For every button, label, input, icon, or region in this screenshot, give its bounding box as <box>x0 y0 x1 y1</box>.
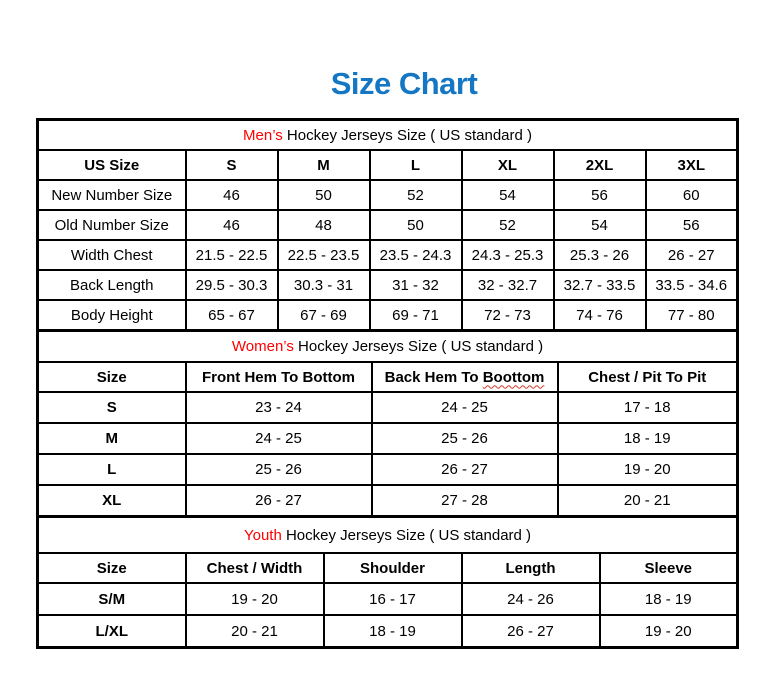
size-value-cell: 26 - 27 <box>462 615 600 648</box>
size-value-cell: 30.3 - 31 <box>278 270 370 300</box>
womens-banner-row <box>38 331 738 363</box>
row-label: Width Chest <box>38 240 186 270</box>
womens-size-table <box>36 329 739 518</box>
size-value-cell: 19 - 20 <box>558 454 738 485</box>
back-hem-label-prefix: Back Hem To <box>384 368 483 386</box>
table-row-new-number-size <box>38 180 738 210</box>
row-label: S/M <box>38 583 186 615</box>
row-label: New Number Size <box>38 180 186 210</box>
size-value-cell: 72 - 73 <box>462 300 554 331</box>
size-value-cell: 25.3 - 26 <box>554 240 646 270</box>
column-header-front-hem: Front Hem To Bottom <box>186 362 372 392</box>
size-value-cell: 23.5 - 24.3 <box>370 240 462 270</box>
mens-banner-highlight: Men’s <box>243 126 283 144</box>
womens-banner-highlight: Women’s <box>231 338 294 355</box>
table-row-womens-s <box>38 392 738 423</box>
mens-banner-text: Hockey Jerseys Size ( US standard ) <box>282 126 533 144</box>
column-header-m: M <box>278 150 370 180</box>
mens-size-table <box>36 118 739 332</box>
size-value-cell: 21.5 - 22.5 <box>186 240 278 270</box>
size-value-cell: 19 - 20 <box>600 615 738 648</box>
column-header-back-hem <box>372 362 558 392</box>
column-header-shoulder: Shoulder <box>324 553 462 583</box>
size-value-cell: 65 - 67 <box>186 300 278 331</box>
row-label: XL <box>38 485 186 517</box>
womens-section-banner <box>38 331 738 363</box>
table-row-womens-m <box>38 423 738 454</box>
column-header-size: Size <box>38 362 186 392</box>
size-value-cell: 52 <box>370 180 462 210</box>
column-header-s: S <box>186 150 278 180</box>
size-value-cell: 31 - 32 <box>370 270 462 300</box>
row-label: S <box>38 392 186 423</box>
size-value-cell: 19 - 20 <box>186 583 324 615</box>
size-value-cell: 24 - 26 <box>462 583 600 615</box>
size-value-cell: 48 <box>278 210 370 240</box>
column-header-length: Length <box>462 553 600 583</box>
size-value-cell: 29.5 - 30.3 <box>186 270 278 300</box>
size-value-cell: 69 - 71 <box>370 300 462 331</box>
size-value-cell: 26 - 27 <box>186 485 372 517</box>
size-value-cell: 23 - 24 <box>186 392 372 423</box>
size-value-cell: 50 <box>370 210 462 240</box>
size-value-cell: 74 - 76 <box>554 300 646 331</box>
size-value-cell: 20 - 21 <box>186 615 324 648</box>
size-value-cell: 54 <box>462 180 554 210</box>
womens-banner-text: Hockey Jerseys Size ( US standard ) <box>293 338 544 355</box>
size-value-cell: 25 - 26 <box>372 423 558 454</box>
row-label: M <box>38 423 186 454</box>
size-value-cell: 26 - 27 <box>372 454 558 485</box>
row-label: L <box>38 454 186 485</box>
row-label: Old Number Size <box>38 210 186 240</box>
column-header-2xl: 2XL <box>554 150 646 180</box>
size-value-cell: 46 <box>186 210 278 240</box>
size-value-cell: 33.5 - 34.6 <box>646 270 738 300</box>
size-value-cell: 22.5 - 23.5 <box>278 240 370 270</box>
size-value-cell: 16 - 17 <box>324 583 462 615</box>
size-value-cell: 67 - 69 <box>278 300 370 331</box>
size-value-cell: 26 - 27 <box>646 240 738 270</box>
size-value-cell: 24.3 - 25.3 <box>462 240 554 270</box>
youth-header-row <box>38 553 738 583</box>
size-value-cell: 17 - 18 <box>558 392 738 423</box>
womens-header-row <box>38 362 738 392</box>
size-value-cell: 46 <box>186 180 278 210</box>
size-value-cell: 20 - 21 <box>558 485 738 517</box>
column-header-size: Size <box>38 553 186 583</box>
size-value-cell: 50 <box>278 180 370 210</box>
table-row-womens-l <box>38 454 738 485</box>
youth-banner-row <box>38 517 738 554</box>
mens-banner-row <box>38 120 738 151</box>
size-value-cell: 56 <box>554 180 646 210</box>
column-header-chest-width: Chest / Width <box>186 553 324 583</box>
size-value-cell: 18 - 19 <box>324 615 462 648</box>
column-header-sleeve: Sleeve <box>600 553 738 583</box>
row-label: Body Height <box>38 300 186 331</box>
mens-header-row <box>38 150 738 180</box>
column-header-chest-pit: Chest / Pit To Pit <box>558 362 738 392</box>
table-row-old-number-size <box>38 210 738 240</box>
table-row-youth-lxl <box>38 615 738 648</box>
back-hem-misspelled-word: Boottom <box>482 368 545 386</box>
size-value-cell: 32.7 - 33.5 <box>554 270 646 300</box>
size-value-cell: 60 <box>646 180 738 210</box>
table-row-body-height <box>38 300 738 331</box>
youth-size-table <box>36 515 739 649</box>
column-header-us-size: US Size <box>38 150 186 180</box>
size-value-cell: 25 - 26 <box>186 454 372 485</box>
size-value-cell: 18 - 19 <box>558 423 738 454</box>
size-value-cell: 32 - 32.7 <box>462 270 554 300</box>
table-row-womens-xl <box>38 485 738 517</box>
youth-banner-highlight: Youth <box>243 526 282 544</box>
mens-section-banner <box>38 120 738 151</box>
page-title: Size Chart <box>330 66 478 101</box>
size-value-cell: 24 - 25 <box>186 423 372 454</box>
table-row-youth-sm <box>38 583 738 615</box>
size-value-cell: 77 - 80 <box>646 300 738 331</box>
size-value-cell: 56 <box>646 210 738 240</box>
size-value-cell: 54 <box>554 210 646 240</box>
column-header-3xl: 3XL <box>646 150 738 180</box>
youth-banner-text: Hockey Jerseys Size ( US standard ) <box>281 526 532 544</box>
table-row-back-length <box>38 270 738 300</box>
column-header-xl: XL <box>462 150 554 180</box>
size-chart-tables <box>36 118 736 649</box>
youth-section-banner <box>38 517 738 554</box>
row-label: L/XL <box>38 615 186 648</box>
size-value-cell: 18 - 19 <box>600 583 738 615</box>
size-value-cell: 24 - 25 <box>372 392 558 423</box>
size-value-cell: 52 <box>462 210 554 240</box>
size-value-cell: 27 - 28 <box>372 485 558 517</box>
column-header-l: L <box>370 150 462 180</box>
table-row-width-chest <box>38 240 738 270</box>
row-label: Back Length <box>38 270 186 300</box>
